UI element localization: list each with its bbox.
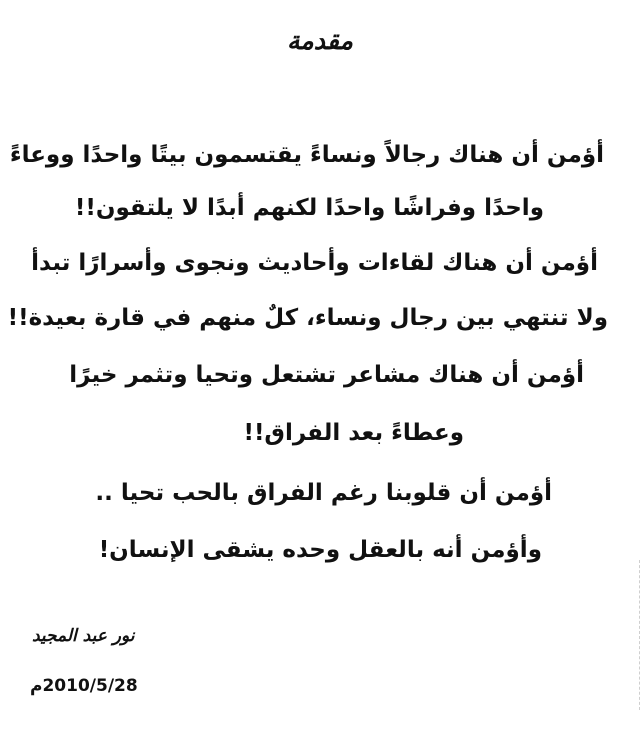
text-line-7: أؤمن أن قلوبنا رغم الفراق بالحب تحيا .. [95,480,552,506]
page-edge-divider [635,560,640,710]
text-line-4: ولا تنتهي بين رجال ونساء، كلٌ منهم في قارة بعيدة!! [7,305,608,331]
text-line-5: أؤمن أن هناك مشاعر تشتعل وتحيا وتثمر خيرًا [69,362,584,388]
text-line-3: أؤمن أن هناك لقاءات وأحاديث ونجوى وأسرارًا تبدأ [31,250,598,276]
author-signature: نور عبد المجيد [32,626,135,646]
text-line-8: وأؤمن أنه بالعقل وحده يشقى الإنسان! [98,537,542,563]
document-date: 2010/5/28م [30,676,138,696]
text-line-2: واحدًا وفراشًا واحدًا لكنهم أبدًا لا يلتقون!! [74,195,544,221]
page-title: مقدمة [287,26,353,55]
text-line-1: أؤمن أن هناك رجالاً ونساءً يقتسمون بيتًا واحدًا ووعاءً [9,142,604,168]
text-line-6: وعطاءً بعد الفراق!! [243,420,464,446]
